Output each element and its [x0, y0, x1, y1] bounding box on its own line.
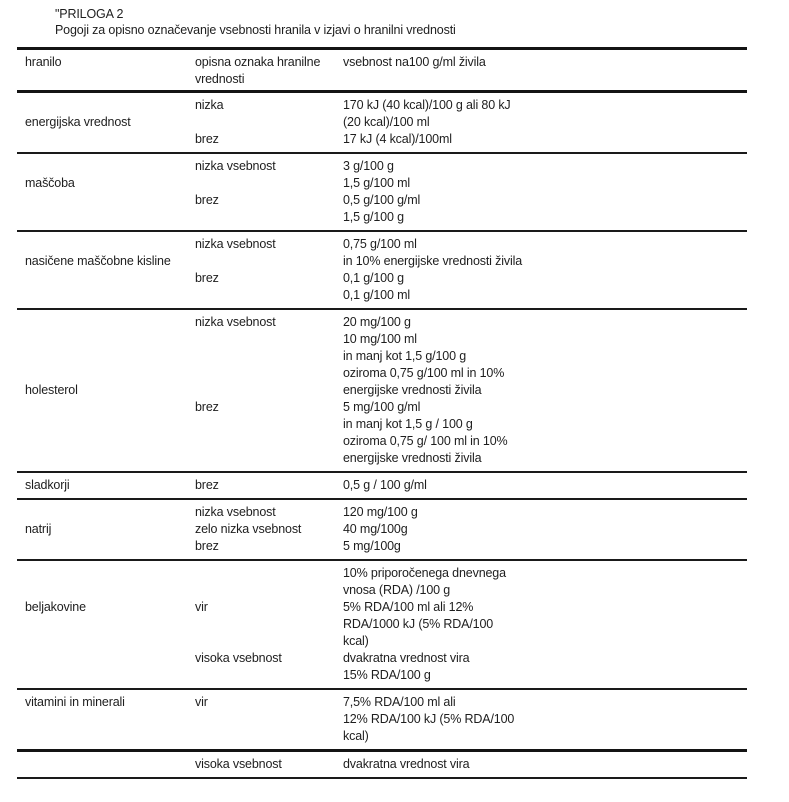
value-cell	[343, 314, 747, 467]
label-line: brez	[195, 539, 219, 553]
nutrient-cell	[17, 477, 195, 494]
label-line	[195, 565, 343, 582]
nutrition-table	[17, 47, 747, 779]
nutrient-line	[25, 711, 195, 728]
label-cell	[195, 565, 343, 684]
nutrient-line	[25, 158, 195, 175]
table-row	[17, 688, 747, 749]
nutrient-line	[25, 236, 195, 253]
nutrient-line: natrij	[25, 522, 52, 536]
nutrient-line: hranilo	[25, 55, 62, 69]
value-line: 15% RDA/100 g	[343, 668, 431, 682]
value-line: energijske vrednosti živila	[343, 383, 482, 397]
table-row	[17, 90, 747, 152]
nutrient-cell	[17, 504, 195, 555]
document-body	[17, 6, 747, 779]
label-line	[195, 582, 343, 599]
value-line: vnosa (RDA) /100 g	[343, 583, 451, 597]
title-block	[55, 6, 747, 38]
value-line: 0,1 g/100 g	[343, 271, 404, 285]
label-line: zelo nizka vsebnost	[195, 522, 302, 536]
nutrient-line	[25, 287, 195, 304]
annex-subtitle: Pogoji za opisno označevanje vsebnosti hranila v izjavi o hranilni vrednosti	[55, 23, 456, 37]
nutrient-line	[25, 348, 195, 365]
nutrient-line	[25, 650, 195, 667]
nutrient-line	[25, 209, 195, 226]
value-cell	[343, 694, 747, 745]
value-line: RDA/1000 kJ (5% RDA/100	[343, 617, 494, 631]
nutrient-cell	[17, 694, 195, 745]
table-row	[17, 471, 747, 498]
nutrient-line	[25, 504, 195, 521]
label-line: nizka vsebnost	[195, 237, 276, 251]
value-line: 5 mg/100 g/ml	[343, 400, 421, 414]
label-line	[195, 287, 343, 304]
nutrient-line	[25, 450, 195, 467]
nutrient-line	[25, 314, 195, 331]
value-line: dvakratna vrednost vira	[343, 757, 470, 771]
nutrient-cell	[17, 97, 195, 148]
label-line	[195, 416, 343, 433]
label-line: vir	[195, 695, 208, 709]
label-cell	[195, 756, 343, 773]
nutrient-cell	[17, 756, 195, 773]
value-line: in 10% energijske vrednosti živila	[343, 254, 523, 268]
value-line: 7,5% RDA/100 ml ali	[343, 695, 456, 709]
value-cell	[343, 158, 747, 226]
table-row	[17, 230, 747, 308]
nutrient-line	[25, 633, 195, 650]
label-line: vir	[195, 600, 208, 614]
label-line	[195, 175, 343, 192]
value-line: oziroma 0,75 g/100 ml in 10%	[343, 366, 505, 380]
value-line: dvakratna vrednost vira	[343, 651, 470, 665]
label-line: nizka vsebnost	[195, 159, 276, 173]
nutrient-line	[25, 538, 195, 555]
nutrient-line	[25, 433, 195, 450]
label-line	[195, 253, 343, 270]
nutrient-line	[25, 756, 195, 773]
nutrient-cell	[17, 54, 195, 71]
nutrient-line	[25, 192, 195, 209]
label-cell	[195, 504, 343, 555]
label-line: vrednosti	[195, 72, 245, 86]
label-line: brez	[195, 271, 219, 285]
label-line: brez	[195, 193, 219, 207]
nutrient-line: maščoba	[25, 176, 75, 190]
value-cell	[343, 54, 747, 71]
value-cell	[343, 477, 747, 494]
value-line: 170 kJ (40 kcal)/100 g ali 80 kJ	[343, 98, 511, 112]
nutrient-line	[25, 97, 195, 114]
label-cell	[195, 97, 343, 148]
nutrient-cell	[17, 314, 195, 467]
value-line: (20 kcal)/100 ml	[343, 115, 430, 129]
value-line: 1,5 g/100 ml	[343, 176, 410, 190]
nutrient-line	[25, 131, 195, 148]
value-line: 3 g/100 g	[343, 159, 394, 173]
value-cell	[343, 236, 747, 304]
label-line	[195, 633, 343, 650]
label-line: visoka vsebnost	[195, 651, 282, 665]
label-cell	[195, 477, 343, 494]
value-line: 40 mg/100g	[343, 522, 408, 536]
table-bottom-rule	[17, 777, 747, 779]
value-line: 0,5 g/100 g/ml	[343, 193, 421, 207]
nutrient-cell	[17, 565, 195, 684]
table-row	[17, 308, 747, 471]
label-cell	[195, 694, 343, 745]
value-line: 12% RDA/100 kJ (5% RDA/100	[343, 712, 515, 726]
nutrient-line: sladkorji	[25, 478, 70, 492]
nutrient-line	[25, 270, 195, 287]
label-cell	[195, 54, 343, 88]
label-line	[195, 616, 343, 633]
label-line	[195, 209, 343, 226]
value-line: 0,1 g/100 ml	[343, 288, 410, 302]
nutrient-line	[25, 365, 195, 382]
table-row	[17, 559, 747, 688]
label-line	[195, 382, 343, 399]
label-line: nizka	[195, 98, 224, 112]
value-line: oziroma 0,75 g/ 100 ml in 10%	[343, 434, 508, 448]
value-line: in manj kot 1,5 g / 100 g	[343, 417, 473, 431]
label-line	[195, 711, 343, 728]
value-cell	[343, 97, 747, 148]
label-line: visoka vsebnost	[195, 757, 282, 771]
value-line: kcal)	[343, 634, 369, 648]
label-line	[195, 433, 343, 450]
table-row	[17, 749, 747, 777]
label-line	[195, 114, 343, 131]
table-header-row	[17, 47, 747, 90]
label-line: brez	[195, 478, 219, 492]
nutrient-line: energijska vrednost	[25, 115, 131, 129]
label-line	[195, 331, 343, 348]
label-line	[195, 667, 343, 684]
value-line: 20 mg/100 g	[343, 315, 411, 329]
value-cell	[343, 565, 747, 684]
label-cell	[195, 314, 343, 467]
value-line: 0,5 g / 100 g/ml	[343, 478, 427, 492]
label-line: opisna oznaka hranilne	[195, 55, 321, 69]
value-cell	[343, 504, 747, 555]
value-line: 0,75 g/100 ml	[343, 237, 417, 251]
label-line	[195, 348, 343, 365]
nutrient-cell	[17, 158, 195, 226]
nutrient-line	[25, 565, 195, 582]
nutrient-line	[25, 667, 195, 684]
nutrient-line: holesterol	[25, 383, 78, 397]
annex-title: "PRILOGA 2	[55, 7, 124, 21]
label-cell	[195, 158, 343, 226]
nutrient-cell	[17, 236, 195, 304]
table-row	[17, 498, 747, 559]
value-line: 1,5 g/100 g	[343, 210, 404, 224]
value-line: vsebnost na100 g/ml živila	[343, 55, 486, 69]
value-line: energijske vrednosti živila	[343, 451, 482, 465]
nutrient-line: nasičene maščobne kisline	[25, 254, 171, 268]
nutrient-line: vitamini in minerali	[25, 695, 125, 709]
value-line: kcal)	[343, 729, 369, 743]
nutrient-line: beljakovine	[25, 600, 86, 614]
label-line	[195, 450, 343, 467]
value-line: 10% priporočenega dnevnega	[343, 566, 506, 580]
table-row	[17, 152, 747, 230]
label-line	[195, 365, 343, 382]
value-cell	[343, 756, 747, 773]
label-line: nizka vsebnost	[195, 505, 276, 519]
nutrient-line	[25, 416, 195, 433]
value-line: in manj kot 1,5 g/100 g	[343, 349, 467, 363]
nutrient-line	[25, 331, 195, 348]
label-line	[195, 728, 343, 745]
label-line: brez	[195, 132, 219, 146]
label-cell	[195, 236, 343, 304]
value-line: 5 mg/100g	[343, 539, 401, 553]
value-line: 120 mg/100 g	[343, 505, 418, 519]
value-line: 5% RDA/100 ml ali 12%	[343, 600, 474, 614]
nutrient-line	[25, 616, 195, 633]
value-line: 10 mg/100 ml	[343, 332, 417, 346]
nutrient-line	[25, 582, 195, 599]
nutrient-line	[25, 728, 195, 745]
value-line: 17 kJ (4 kcal)/100ml	[343, 132, 452, 146]
label-line: brez	[195, 400, 219, 414]
nutrient-line	[25, 399, 195, 416]
label-line: nizka vsebnost	[195, 315, 276, 329]
